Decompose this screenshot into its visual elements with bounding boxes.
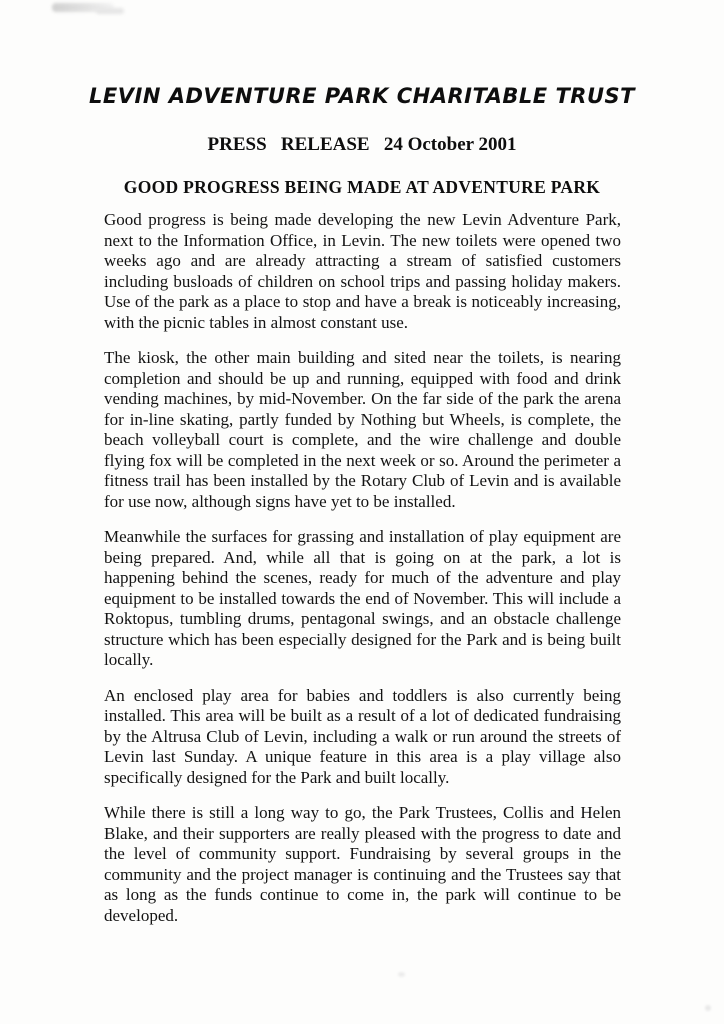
paragraph-play-equipment: Meanwhile the surfaces for grassing and installation of play equipment are being prepared. And, while all that is going on at the park, a lot is happening behind the scenes, ready for much of the adventure and play equipment to be installed towards the end of November. This will include a Roktopus, tumbling drums, pentagonal swings, and an obstacle challenge structure which has been especially designed for the Park and is being built locally. — [104, 527, 621, 669]
paragraph-toddler-area: An enclosed play area for babies and toddlers is also currently being installed. This area will be built as a result of a lot of dedicated fundraising by the Altrusa Club of Levin, including a walk or run around the streets of Levin last Sunday. A unique feature in this area is a play village also specifically designed for the Park and built locally. — [104, 685, 621, 787]
scan-speck — [705, 1005, 711, 1011]
headline: GOOD PROGRESS BEING MADE AT ADVENTURE PARK — [123, 177, 601, 197]
paragraph-trustees-fundraising: While there is still a long way to go, the Park Trustees, Collis and Helen Blake, and their supporters are really pleased with the progress to date and the level of community support. Fundraising by several groups in the community and the project manager is continuing and the Trustees say that as long as the funds continue to come in, the park will continue to be developed. — [104, 803, 621, 925]
organization-title: LEVIN ADVENTURE PARK CHARITABLE TRUST — [89, 84, 635, 108]
scan-smudge — [52, 3, 114, 12]
paragraph-progress-overview: Good progress is being made developing the new Levin Adventure Park, next to the Information Office, in Levin. The new toilets were opened two weeks ago and are already attracting a stream of satisfied customers including busloads of children on school trips and passing holiday makers. Use of the park as a place to stop and have a break is noticeably increasing, with the picnic tables in almost constant use. — [104, 210, 621, 332]
scan-smudge — [96, 8, 124, 14]
press-release-date-line: PRESS RELEASE 24 October 2001 — [207, 134, 517, 155]
press-release-body — [104, 210, 621, 941]
paragraph-kiosk-facilities: The kiosk, the other main building and sited near the toilets, is nearing completion and should be up and running, equipped with food and drink vending machines, by mid-November. On the far side of the park the arena for in-line skating, partly funded by Nothing but Wheels, is complete, the beach volleyball court is complete, and the wire challenge and double flying fox will be completed in the next week or so. Around the perimeter a fitness trail has been installed by the Rotary Club of Levin and is available for use now, although signs have yet to be installed. — [104, 348, 621, 511]
scan-speck — [398, 972, 405, 977]
